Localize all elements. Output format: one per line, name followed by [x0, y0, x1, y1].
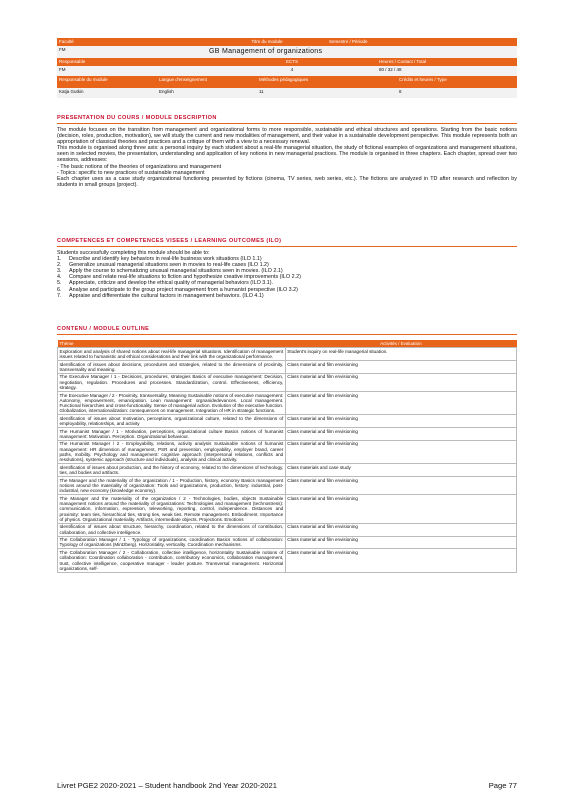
outline-content-cell: The Manager and the materiality of the organization / 2 - Technologies, bodies, objects Sustainable management notions around the materiality of organizations: Technologies and management (technostress): communication, information, expression, teleworking, reporting, control, independence. Distances and proximity: team ties, hierarchical ties, strong ties, weak ties. Remote management. Embodiment. Importance of physics. Organizational materiality. Artifacts, intermediate objects. Projections. Emotions: [59, 495, 284, 522]
list-text: Appreciate, criticize and develop the ethical quality of managerial behaviors (ILO 3.1).: [69, 280, 274, 287]
competences-divider: [57, 246, 517, 247]
outline-activity-cell: Class material and film envisioning: [285, 549, 516, 572]
header-credits-value: 8: [399, 89, 402, 94]
presentation-paragraph: This module is organised along three axis: a personal inquiry by each student about a real-life managerial situation, the study of fictional examples of organizations and management situations, seen in selected movies, the presentation, understanding and application of key notions in new managerial practices. The module is organised in three chapters. Each chapter, spread over two sessions, addresses:: [57, 145, 517, 164]
outline-activity-cell: Class material and film envisioning: [285, 428, 516, 441]
header-row-5: [57, 76, 517, 88]
outline-content-cell: The Humanist Manager / 1 - Motivation, perceptions, organizational culture Basics notions of humanist management: Motivation. Perception. Organizational behaviour.: [59, 428, 284, 439]
list-number: 5.: [57, 280, 62, 287]
header-responsible-value: FM: [59, 67, 66, 72]
header-row-4: [57, 66, 517, 76]
header-row-1: [57, 38, 517, 46]
presentation-paragraph: The module focuses on the transition from management and organizational forms to more responsible, sustainable and ethical structures and operations. Starting from the basic notions (decision, roles, production, motivation), we will study the current and new modalities of management, and their value in a sustainable development perspective. This module represents both an appropriation of classical theories and practices and a critique of them with a view to a necessary renewal.: [57, 127, 517, 146]
header-ects-label: ECTS: [285, 59, 298, 64]
outline-content-cell: Exploration and analysis of shared notions about real-life managerial situations. Identification of management issues related to humanistic and ethical considerations and their link with the organizational performance.: [59, 348, 284, 360]
table-row: [58, 464, 517, 477]
list-text: Describe and identify key behaviors in real-life business work situations (ILO 1.1): [69, 256, 262, 263]
outline-activity-cell: Class material and film envisioning: [285, 523, 516, 536]
list-text: Apply the course to schematizing unusual managerial situations seen in movies. (ILO 2.1): [69, 268, 283, 275]
header-row-2: [57, 46, 517, 58]
header-hours-label: Heures / Contact / Total: [379, 59, 426, 64]
outline-activity-cell: Class material and film envisioning: [285, 391, 516, 414]
list-number: 1.: [57, 256, 62, 263]
list-text: Compare and relate real-life situations to fiction and hypothesize creative improvements (ILO 2.2): [69, 274, 301, 281]
outline-heading: CONTENU / MODULE OUTLINE: [57, 326, 150, 332]
header-semester-value: [407, 46, 517, 58]
page-footer: [57, 781, 517, 790]
list-number: 7.: [57, 292, 62, 299]
presentation-paragraph: Each chapter uses as a case study organizational functioning presented by fictions (cinema, TV series, web series, etc.). The fictions are analyzed in TD after research and reflection by students in small groups (project).: [57, 175, 517, 188]
header-module-lead-value: Katja Gutkin: [59, 89, 84, 94]
table-row: [58, 477, 517, 495]
header-responsible-label: Responsable: [59, 59, 86, 64]
header-credits-label: Crédits et heures / Type: [399, 77, 447, 82]
outline-activity-cell: Class material and film envisioning: [285, 440, 516, 463]
header-faculty-label: Faculté: [59, 39, 74, 44]
header-language-value: English: [159, 89, 174, 94]
outline-content-cell: Identification of issues about decisions, procedures and strategies, related to the dimensions of proximity, transversality and meaning.: [59, 361, 284, 372]
outline-content-cell: Identification of issues about motivation, perceptions, organizational culture, related to the dimensions of employability, relationships, and activity: [59, 415, 284, 427]
outline-table-header: [58, 340, 517, 348]
outline-activity-cell: Class material and film envisioning: [285, 373, 516, 391]
outline-activity-cell: Class materials and case study: [285, 464, 516, 477]
list-number: 6.: [57, 286, 62, 293]
header-language-label: Langue d'enseignement: [159, 77, 207, 82]
list-number: 4.: [57, 274, 62, 281]
header-faculty-value: FM: [59, 47, 66, 52]
page-number: Page 77: [488, 781, 517, 790]
table-row: [58, 440, 517, 463]
list-number: 2.: [57, 262, 62, 269]
footer-handbook-title: Livret PGE2 2020-2021 – Student handbook 2nd Year 2020-2021: [57, 781, 277, 790]
outline-activity-cell: Class material and film envisioning: [285, 536, 516, 549]
outline-content-cell: The Manager and the materiality of the organization / 1 - Production, history, economy Basics management notions around the materiality of organization: Tools and organizations, production, history: industrial, post-industrial, new economy (knowledge economy).: [59, 477, 284, 494]
presentation-heading: PRESENTATION DU COURS / MODULE DESCRIPTION: [57, 115, 217, 121]
header-ects-value: 4: [290, 67, 294, 72]
outline-activity-cell: Class material and film envisioning: [285, 477, 516, 495]
outline-content-cell: Identification of issues about production, and the history of economy, related to the dimensions of technology, ties, and bodies and artifacts.: [59, 464, 284, 476]
presentation-divider: [57, 123, 517, 124]
outline-activity-cell: Student's inquiry on real-life managerial situation.: [285, 348, 516, 361]
list-text: Appraise and differentiate the cultural factors in management behaviors. (ILO 4.1): [69, 292, 264, 299]
learning-outcomes-intro: Students successfully completing this module should be able to:: [57, 250, 210, 256]
table-row: [58, 415, 517, 428]
presentation-body: [57, 127, 517, 188]
outline-col-theme: Thème: [58, 340, 286, 348]
header-semester-label: Semestre / Période: [329, 39, 368, 44]
header-hours-value: 80 / 32 / 48: [379, 67, 402, 72]
header-row-6: [57, 88, 517, 98]
table-row: [58, 348, 517, 361]
table-row: [58, 495, 517, 524]
table-row: [58, 523, 517, 536]
outline-activity-cell: Class material and film envisioning: [285, 495, 516, 524]
table-row: [58, 373, 517, 391]
outline-table-body: [58, 348, 517, 572]
list-number: 3.: [57, 268, 62, 275]
module-title: GB Management of organizations: [209, 48, 323, 55]
competences-heading: COMPETENCES ET COMPETENCES VISEES / LEARNING OUTCOMES (ILO): [57, 238, 282, 244]
header-module-title-label: Titre du module: [251, 39, 283, 44]
learning-outcomes-list: [57, 250, 517, 299]
table-row: [58, 428, 517, 441]
outline-activity-cell: Class material and film envisioning: [285, 361, 516, 374]
outline-activity-cell: Class material and film envisioning: [285, 415, 516, 428]
presentation-paragraph: - Topics: specific to new practices of sustainable management: [57, 169, 205, 176]
outline-col-activities: Activités / Evaluation: [285, 340, 516, 348]
presentation-paragraph: - The basic notions of the theories of organizations and management: [57, 163, 222, 170]
table-row: [58, 536, 517, 549]
outline-content-cell: The Executive Manager / 2 - Proximity, transversality, Meaning Sustainable notions of executive management: Autonomy, empowerment, emancipation. Lean management: orgnanidedevances. Local management. Functional hierarchies and cross-functionality. Sense of managerial action. Evolution of the executive function. Globalization, internationalization: consequences on management. Integration of HR in strategic functions.: [59, 392, 284, 414]
list-text: Analyse and participate to the group project management from a humanist perspective (ILO 3.2): [69, 286, 298, 293]
outline-table: [57, 340, 517, 573]
course-header-table: [57, 38, 517, 98]
table-row: [58, 391, 517, 414]
outline-content-cell: The Collaboration Manager / 1 - Typology of organizations, coordination Basics notions of collaboration: Typology of organizations (Mintzberg). Horizontality, verticality. Coordination mechanisms.: [59, 537, 284, 548]
table-row: [58, 549, 517, 572]
outline-divider: [57, 334, 517, 335]
outline-content-cell: The Humanist Manager / 2 - Employability, relations, activity analysis Sustainable notions of humanist management: HR dimension of management, PSR and prevention, employability, employer brand, career paths, mobility. Psychology and management: cognitive approach (interpersonal relations, conflicts and resolutions), systemic approach (structure and individuals), analysis and clinical activity.: [59, 441, 284, 463]
list-item: [57, 293, 517, 299]
outline-content-cell: The Collaboration Manager / 2 - Collaboration, collective intelligence, horizontality Sustainable notions of collaboration: Coordination collaboration - contribution, contributory economics, collaboration management, trust, collective intelligence, cooperative manager - leader posture. Transversal management. Horizontal organizations, self-: [59, 549, 284, 571]
header-methods-value: 11: [259, 89, 264, 94]
header-row-3: [57, 58, 517, 66]
header-methods-label: Méthodes pédagogiques: [259, 77, 309, 82]
header-module-lead-label: Responsable du module: [59, 77, 108, 82]
outline-content-cell: Identification of issues about structure, hierarchy, coordination, related to the dimensions of contribution, collaboration, and collective intelligence.: [59, 524, 284, 535]
table-row: [58, 361, 517, 374]
outline-content-cell: The Executive Manager / 1 - Decisions, procedures, strategies Basics of executive management: Decision, negotiation, regulation. Procedures and processes. Standardization, control. Effectiveness, efficiency, strategy.: [59, 374, 284, 391]
list-text: Generalize unusual managerial situations seen in movies to real-life cases (ILO 1.2): [69, 262, 269, 269]
